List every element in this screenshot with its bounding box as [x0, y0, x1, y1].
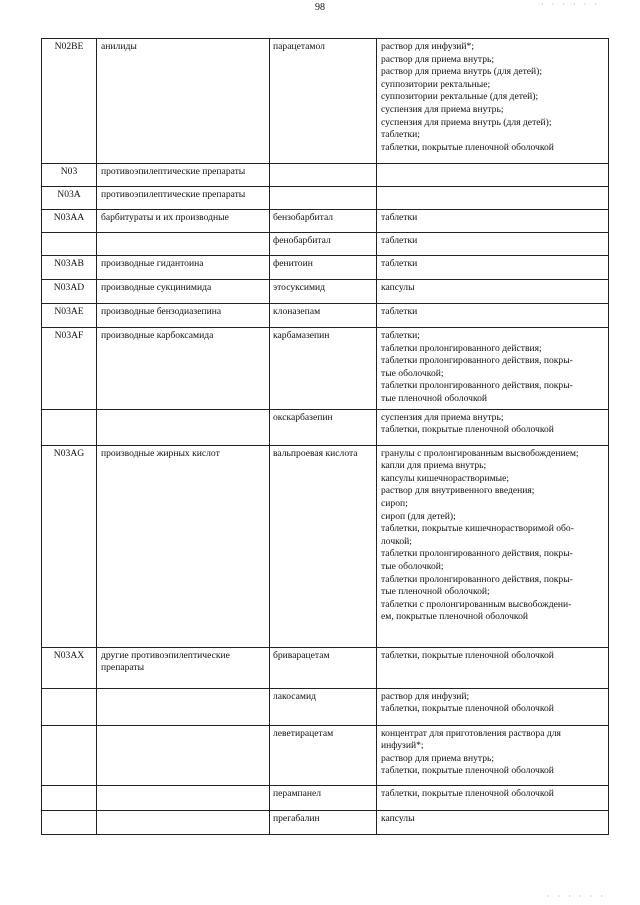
substance-cell: парацетамол: [270, 39, 377, 164]
group-name-cell: производные сукцинимида: [97, 280, 270, 304]
table-row: [42, 445, 609, 647]
substance-cell: леветирацетам: [270, 725, 377, 785]
atc-code-cell: [42, 688, 97, 725]
substance-cell: перампанел: [270, 785, 377, 810]
substance-cell: клоназепам: [270, 304, 377, 328]
atc-code-cell: N03A: [42, 187, 97, 210]
atc-code-cell: N03AX: [42, 647, 97, 688]
table-row: [42, 647, 609, 688]
atc-code-cell: N03AB: [42, 256, 97, 280]
atc-code-cell: N03AA: [42, 210, 97, 233]
table-row: [42, 233, 609, 256]
substance-cell: [270, 164, 377, 187]
dosage-forms-cell: суспензия для приема внутрь; таблетки, покрытые пленочной оболочкой: [377, 409, 609, 445]
table-row: [42, 725, 609, 785]
dosage-forms-cell: концентрат для приготовления раствора для инфузий*; раствор для приема внутрь; таблетки, покрытые пленочной оболочкой: [377, 725, 609, 785]
table-row: [42, 409, 609, 445]
atc-code-cell: [42, 409, 97, 445]
table-row: [42, 210, 609, 233]
table-row: [42, 187, 609, 210]
group-name-cell: [97, 810, 270, 834]
substance-cell: вальпроевая кислота: [270, 445, 377, 647]
group-name-cell: производные бензодиазепина: [97, 304, 270, 328]
dosage-forms-cell: раствор для инфузий; таблетки, покрытые пленочной оболочкой: [377, 688, 609, 725]
atc-code-cell: N03AE: [42, 304, 97, 328]
table-row: [42, 304, 609, 328]
dosage-forms-cell: [377, 187, 609, 210]
table-row: [42, 164, 609, 187]
group-name-cell: производные гидантоина: [97, 256, 270, 280]
dosage-forms-cell: таблетки: [377, 304, 609, 328]
dosage-forms-cell: капсулы: [377, 810, 609, 834]
substance-cell: этосуксимид: [270, 280, 377, 304]
table-row: [42, 280, 609, 304]
dosage-forms-cell: таблетки; таблетки пролонгированного действия; таблетки пролонгированного действия, покры- тые оболочкой; таблетки пролонгированного действия, покры- тые пленочной оболочкой: [377, 328, 609, 410]
group-name-cell: [97, 785, 270, 810]
table-row: [42, 810, 609, 834]
atc-code-cell: N03AG: [42, 445, 97, 647]
substance-cell: бензобарбитал: [270, 210, 377, 233]
scan-marks-top: · · · · · ·: [541, 0, 600, 9]
group-name-cell: другие противоэпилептические препараты: [97, 647, 270, 688]
group-name-cell: [97, 409, 270, 445]
group-name-cell: анилиды: [97, 39, 270, 164]
atc-code-cell: [42, 233, 97, 256]
substance-cell: [270, 187, 377, 210]
group-name-cell: [97, 725, 270, 785]
group-name-cell: производные карбоксамида: [97, 328, 270, 410]
atc-code-cell: N02BE: [42, 39, 97, 164]
drug-table-body: [42, 39, 609, 835]
group-name-cell: [97, 688, 270, 725]
scan-marks-bottom: · · · · · ·: [547, 892, 606, 901]
substance-cell: фенитоин: [270, 256, 377, 280]
atc-code-cell: [42, 785, 97, 810]
dosage-forms-cell: капсулы: [377, 280, 609, 304]
substance-cell: лакосамид: [270, 688, 377, 725]
table-row: [42, 688, 609, 725]
substance-cell: прегабалин: [270, 810, 377, 834]
drug-table: [41, 38, 609, 835]
group-name-cell: производные жирных кислот: [97, 445, 270, 647]
atc-code-cell: N03: [42, 164, 97, 187]
dosage-forms-cell: таблетки, покрытые пленочной оболочкой: [377, 647, 609, 688]
substance-cell: фенобарбитал: [270, 233, 377, 256]
dosage-forms-cell: таблетки: [377, 210, 609, 233]
dosage-forms-cell: раствор для инфузий*; раствор для приема внутрь; раствор для приема внутрь (для детей); суппозитории ректальные; суппозитории ректальные (для детей); суспензия для приема внутрь; суспензия для приема внутрь (для детей); таблетки; таблетки, покрытые пленочной оболочкой: [377, 39, 609, 164]
atc-code-cell: N03AD: [42, 280, 97, 304]
atc-code-cell: [42, 725, 97, 785]
page-number: 98: [315, 2, 325, 13]
dosage-forms-cell: [377, 164, 609, 187]
table-row: [42, 785, 609, 810]
group-name-cell: противоэпилептические препараты: [97, 164, 270, 187]
group-name-cell: [97, 233, 270, 256]
substance-cell: карбамазепин: [270, 328, 377, 410]
substance-cell: бриварацетам: [270, 647, 377, 688]
atc-code-cell: [42, 810, 97, 834]
table-row: [42, 256, 609, 280]
group-name-cell: барбитураты и их производные: [97, 210, 270, 233]
group-name-cell: противоэпилептические препараты: [97, 187, 270, 210]
dosage-forms-cell: таблетки: [377, 233, 609, 256]
substance-cell: окскарбазепин: [270, 409, 377, 445]
dosage-forms-cell: таблетки: [377, 256, 609, 280]
table-row: [42, 39, 609, 164]
dosage-forms-cell: гранулы с пролонгированным высвобождением; капли для приема внутрь; капсулы кишечнорастворимые; раствор для внутривенного введения; сироп; сироп (для детей); таблетки, покрытые кишечнорастворимой обо- лочкой; таблетки пролонгированного действия, покры- тые оболочкой; таблетки пролонгированного действия, покры- тые пленочной оболочкой; таблетки с пролонгированным высвобождени- ем, покрытые пленочной оболочкой: [377, 445, 609, 647]
atc-code-cell: N03AF: [42, 328, 97, 410]
dosage-forms-cell: таблетки, покрытые пленочной оболочкой: [377, 785, 609, 810]
table-row: [42, 328, 609, 410]
